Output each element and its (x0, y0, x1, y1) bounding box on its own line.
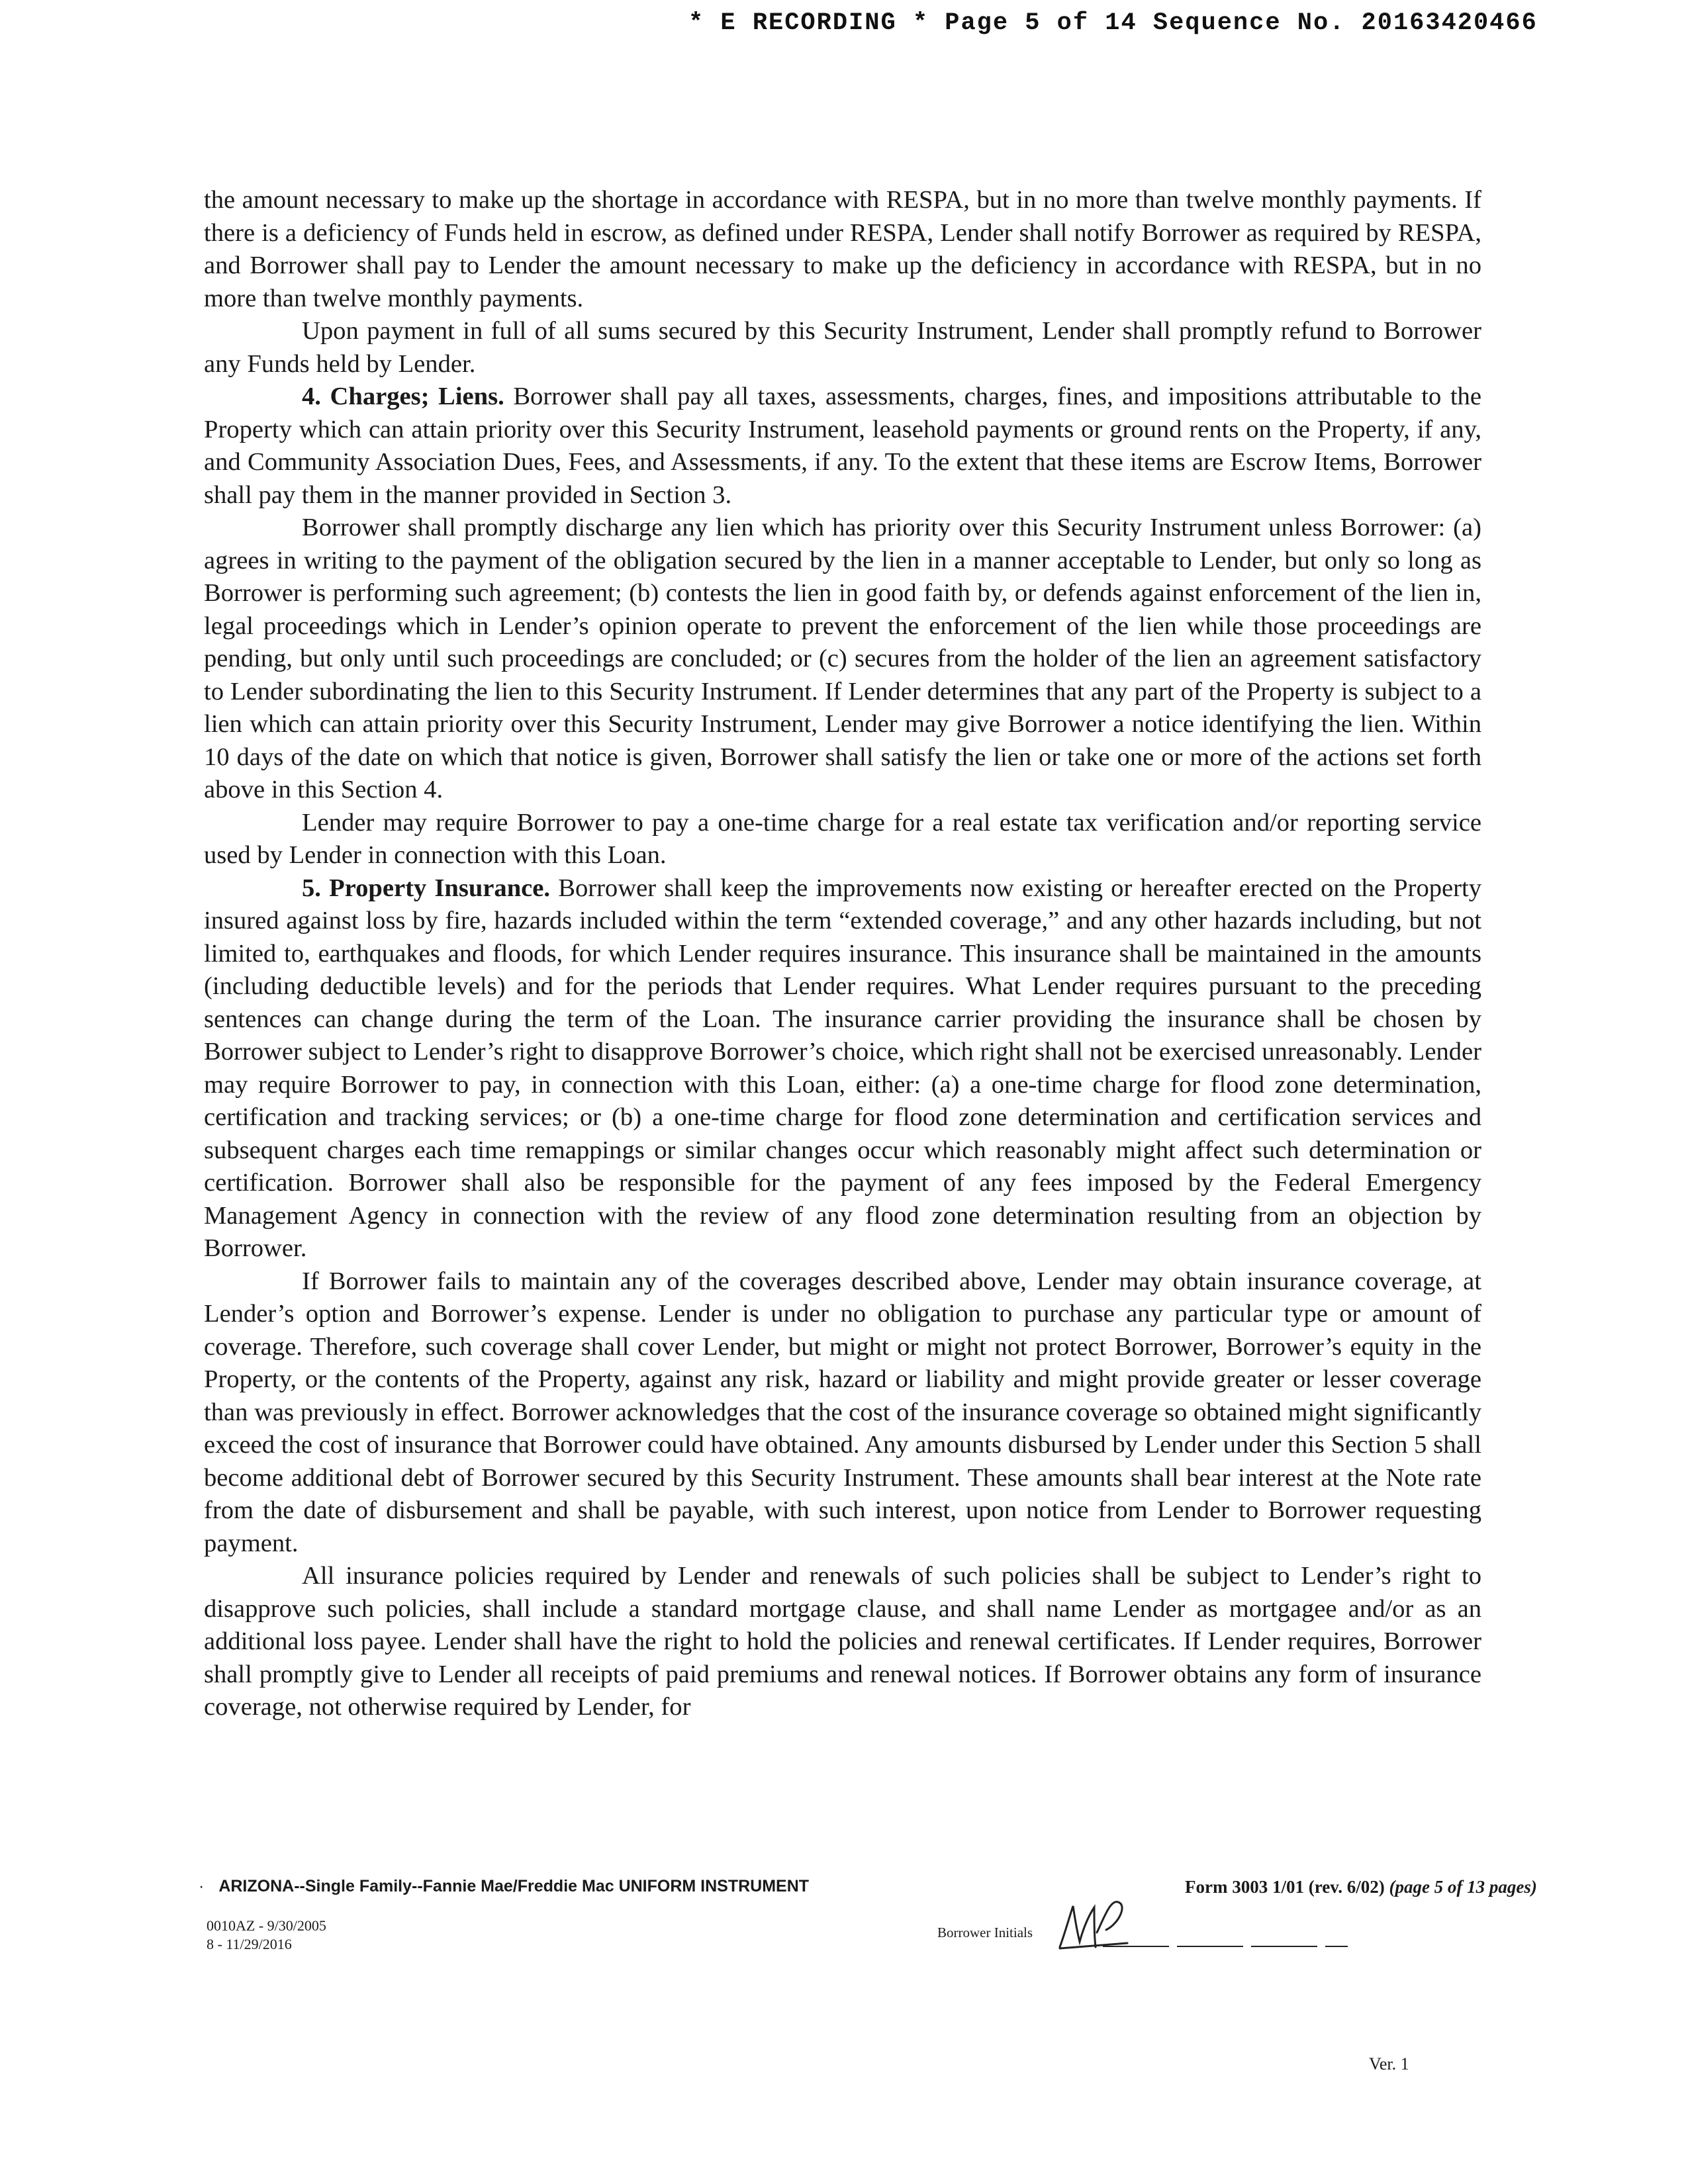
recording-stamp: * E RECORDING * Page 5 of 14 Sequence No. 20163420466 (688, 9, 1538, 37)
section-4-charges-liens (204, 381, 1481, 512)
initials-blank-3[interactable] (1251, 1946, 1317, 1947)
initials-blank-2[interactable] (1177, 1946, 1243, 1947)
version-label: Ver. 1 (1369, 2054, 1409, 2073)
borrower-initials-row (937, 1893, 1348, 1952)
section-5-property-insurance (204, 872, 1481, 1265)
section-4-number: 4. (302, 383, 321, 410)
paragraph-refund: Upon payment in full of all sums secured by this Security Instrument, Lender shall promptly refund to Borrower any Funds held by Lender. (204, 317, 1481, 378)
paragraph-tax-verification: Lender may require Borrower to pay a one-time charge for a real estate tax verification and/or reporting service used by Lender in connection with this Loan. (204, 808, 1481, 869)
section-5-title: Property Insurance. (329, 874, 551, 902)
footer-codes (207, 1917, 326, 1954)
section-4-text: Borrower shall pay all taxes, assessments, charges, fines, and impositions attributable to the Property which can attain priority over this Security Instrument, leasehold payments or ground rents on the Property, if any, and Community Association Dues, Fees, and Assessments, if any. To the extent that these items are Escrow Items, Borrower shall pay them in the manner provided in Section 3. (204, 383, 1481, 509)
form-number: Form 3003 1/01 (rev. 6/02) (1185, 1877, 1385, 1897)
initials-blank-4[interactable] (1325, 1946, 1348, 1947)
footer-code-date: 8 - 11/29/2016 (207, 1936, 292, 1952)
form-page-count: (page 5 of 13 pages) (1389, 1877, 1537, 1897)
section-4-title: Charges; Liens. (330, 383, 504, 410)
section-5-number: 5. (302, 874, 321, 902)
paragraph-coverage-failure: If Borrower fails to maintain any of the coverages described above, Lender may obtain insurance coverage, at Lender’s option and Borrower’s expense. Lender is under no obligation to purchase any particular type or amount of coverage. Therefore, such coverage shall cover Lender, but might or might not protect Borrower, Borrower’s equity in the Property, or the contents of the Property, against any risk, hazard or liability and might provide greater or lesser coverage than was previously in effect. Borrower acknowledges that the cost of the insurance coverage so obtained might significantly exceed the cost of insurance that Borrower could have obtained. Any amounts disbursed by Lender under this Section 5 shall become additional debt of Borrower secured by this Security Instrument. These amounts shall bear interest at the Note rate from the date of disbursement and shall be payable, with such interest, upon notice from Lender to Borrower requesting payment. (204, 1267, 1481, 1557)
footer-bullet: · (199, 1877, 205, 1895)
footer-code-form: 0010AZ - 9/30/2005 (207, 1917, 326, 1934)
paragraph-insurance-policies: All insurance policies required by Lender and renewals of such policies shall be subject to Lender’s right to disapprove such policies, shall include a standard mortgage clause, and shall name Lender as mortgagee and/or as an additional loss payee. Lender shall have the right to hold the policies and renewal certificates. If Lender requires, Borrower shall promptly give to Lender all receipts of paid premiums and renewal notices. If Borrower obtains any form of insurance coverage, not otherwise required by Lender, for (204, 1562, 1481, 1721)
initials-blank-1[interactable] (1103, 1946, 1169, 1947)
footer-instrument-title: ARIZONA--Single Family--Fannie Mae/Freddie Mac UNIFORM INSTRUMENT (218, 1877, 810, 1895)
section-5-text: Borrower shall keep the improvements now existing or hereafter erected on the Property insured against loss by fire, hazards included within the term “extended coverage,” and any other hazards including, but not limited to, earthquakes and floods, for which Lender requires insurance. This insurance shall be maintained in the amounts (including deductible levels) and for the periods that Lender requires. What Lender requires pursuant to the preceding sentences can change during the term of the Loan. The insurance carrier providing the insurance shall be chosen by Borrower subject to Lender’s right to disapprove Borrower’s choice, which right shall not be exercised unreasonably. Lender may require Borrower to pay, in connection with this Loan, either: (a) a one-time charge for flood zone determination, certification and tracking services; or (b) a one-time charge for flood zone determination and certification services and subsequent charges each time remappings or similar changes occur which reasonably might affect such determination or certification. Borrower shall also be responsible for the payment of any fees imposed by the Federal Emergency Management Agency in connection with the review of any flood zone determination resulting from an objection by Borrower. (204, 874, 1481, 1262)
initials-signature-icon (1053, 1893, 1146, 1952)
paragraph-lien-discharge: Borrower shall promptly discharge any lien which has priority over this Security Instrument unless Borrower: (a) agrees in writing to the payment of the obligation secured by the lien in a manner acceptable to Lender, but only so long as Borrower is performing such agreement; (b) contests the lien in good faith by, or defends against enforcement of the lien in, legal proceedings which in Lender’s opinion operate to prevent the enforcement of the lien while those proceedings are pending, but only until such proceedings are concluded; or (c) secures from the holder of the lien an agreement satisfactory to Lender subordinating the lien to this Security Instrument. If Lender determines that any part of the Property is subject to a lien which can attain priority over this Security Instrument, Lender may give Borrower a notice identifying the lien. Within 10 days of the date on which that notice is given, Borrower shall satisfy the lien or take one or more of the actions set forth above in this Section 4. (204, 514, 1481, 803)
paragraph-escrow-deficiency: the amount necessary to make up the shortage in accordance with RESPA, but in no more than twelve monthly payments. If there is a deficiency of Funds held in escrow, as defined under RESPA, Lender shall notify Borrower as required by RESPA, and Borrower shall pay to Lender the amount necessary to make up the deficiency in accordance with RESPA, but in no more than twelve monthly payments. (204, 186, 1481, 312)
document-body (204, 184, 1481, 1724)
borrower-initials-label: Borrower Initials (937, 1925, 1033, 1940)
